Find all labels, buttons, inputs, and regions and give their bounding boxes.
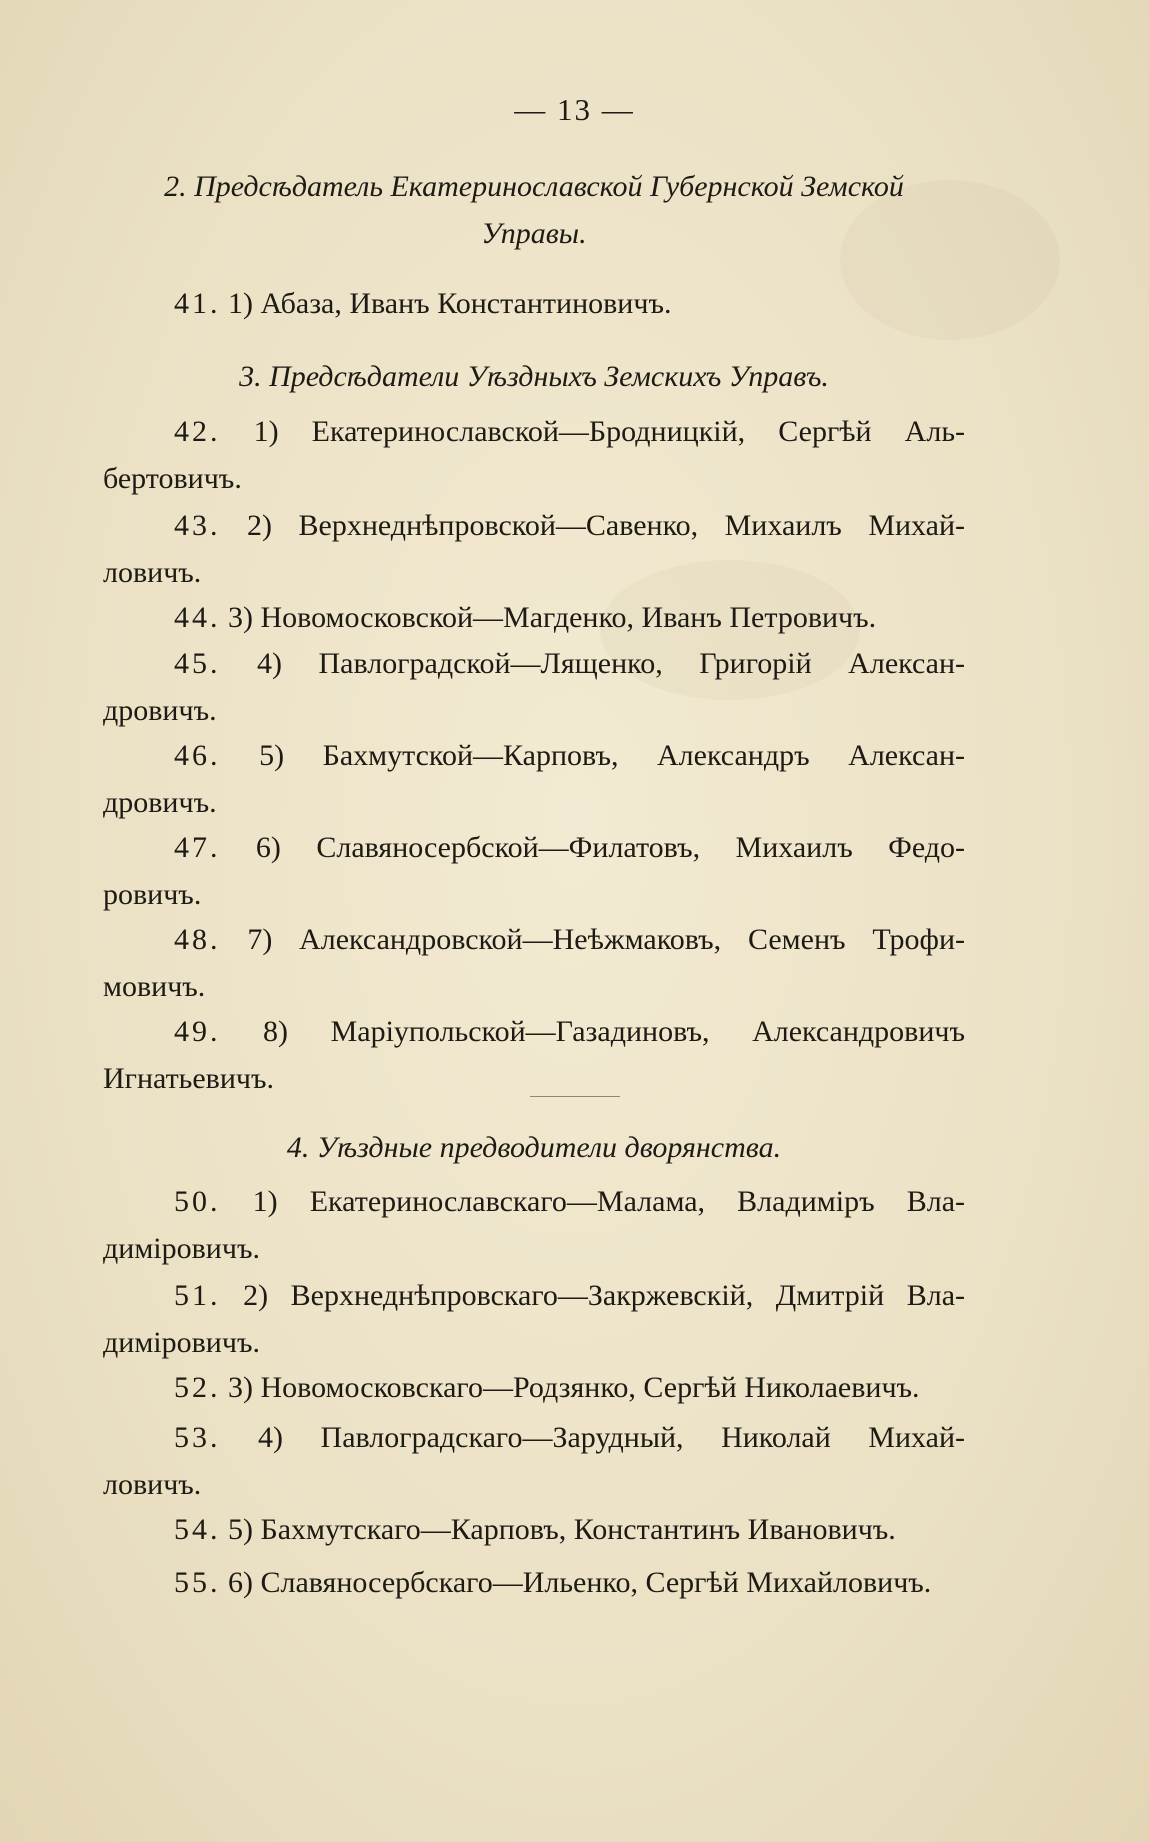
section-heading (103, 1124, 965, 1171)
list-entry (103, 824, 965, 918)
entry-text: 2) Верхнеднѣпровскаго—Закржевскій, Дмитрій Вла- (243, 1279, 965, 1312)
page-number: — 13 — (514, 92, 635, 127)
entry-text: 1) Абаза, Иванъ Константиновичъ. (228, 287, 672, 320)
entry-number: 54. (174, 1513, 221, 1546)
entry-continuation: ловичъ. (103, 1468, 202, 1501)
list-entry (103, 280, 965, 327)
entry-number: 48. (174, 923, 221, 956)
list-entry (103, 1364, 965, 1411)
entry-continuation: мовичъ. (103, 970, 206, 1003)
list-entry (103, 1414, 965, 1508)
list-entry (103, 1008, 965, 1102)
entry-number: 44. (174, 601, 221, 634)
heading-line: 2. Предсѣдатель Екатеринославской Губернской Земской (164, 170, 904, 203)
entry-text: 1) Екатеринославскаго—Малама, Владиміръ Вла- (252, 1185, 966, 1218)
entry-number: 53. (174, 1421, 221, 1454)
entry-continuation: дровичъ. (103, 694, 217, 727)
section-heading (103, 353, 965, 400)
entry-number: 49. (174, 1015, 221, 1048)
list-entry (103, 1178, 965, 1272)
entry-text: 4) Павлоградской—Лященко, Григорій Алексан- (257, 647, 966, 680)
entry-text: 6) Славяносербской—Филатовъ, Михаилъ Федо- (255, 831, 965, 864)
list-entry (103, 594, 965, 641)
entry-number: 41. (174, 287, 221, 320)
entry-continuation: бертовичъ. (103, 462, 242, 495)
entry-text: 7) Александровской—Неѣжмаковъ, Семенъ Трофи- (247, 923, 966, 956)
entry-number: 46. (174, 739, 221, 772)
entry-text: 2) Верхнеднѣпровской—Савенко, Михаилъ Михай- (247, 509, 966, 542)
entry-continuation: ровичъ. (103, 878, 202, 911)
entry-continuation: диміровичъ. (103, 1232, 260, 1265)
heading-line: 3. Предсѣдатели Уѣздныхъ Земскихъ Управъ. (239, 360, 829, 393)
entry-text: 4) Павлоградскаго—Зарудный, Николай Михай- (258, 1421, 966, 1454)
list-entry (103, 916, 965, 1010)
entry-text: 1) Екатеринославской—Бродницкій, Сергѣй Аль- (253, 415, 965, 448)
section-heading (103, 163, 965, 257)
entry-continuation: Игнатьевичъ. (103, 1062, 274, 1095)
entry-number: 52. (174, 1371, 221, 1404)
entry-number: 47. (174, 831, 221, 864)
entry-text: 8) Маріупольской—Газадиновъ, Александровичъ (263, 1015, 965, 1048)
entry-number: 55. (174, 1566, 221, 1599)
entry-number: 42. (174, 415, 221, 448)
entry-text: 5) Бахмутскаго—Карповъ, Константинъ Ивановичъ. (228, 1513, 896, 1546)
list-entry (103, 1506, 965, 1553)
entry-number: 45. (174, 647, 221, 680)
entry-number: 43. (174, 509, 221, 542)
entry-continuation: диміровичъ. (103, 1326, 260, 1359)
list-entry (103, 502, 965, 596)
list-entry (103, 640, 965, 734)
entry-text: 5) Бахмутской—Карповъ, Александръ Алексан- (259, 739, 965, 772)
heading-line: Управы. (481, 217, 587, 250)
list-entry (103, 732, 965, 826)
entry-continuation: дровичъ. (103, 786, 217, 819)
entry-text: 3) Новомосковской—Магденко, Иванъ Петровичъ. (228, 601, 877, 634)
entry-text: 6) Славяносербскаго—Ильенко, Сергѣй Михайловичъ. (228, 1566, 932, 1599)
entry-number: 50. (174, 1185, 221, 1218)
list-entry (103, 408, 965, 502)
entry-text: 3) Новомосковскаго—Родзянко, Сергѣй Николаевичъ. (228, 1371, 920, 1404)
separator-rule (530, 1096, 620, 1097)
heading-line: 4. Уѣздные предводители дворянства. (286, 1131, 782, 1164)
list-entry (103, 1272, 965, 1366)
entry-continuation: ловичъ. (103, 556, 202, 589)
entry-number: 51. (174, 1279, 221, 1312)
list-entry (103, 1559, 965, 1606)
